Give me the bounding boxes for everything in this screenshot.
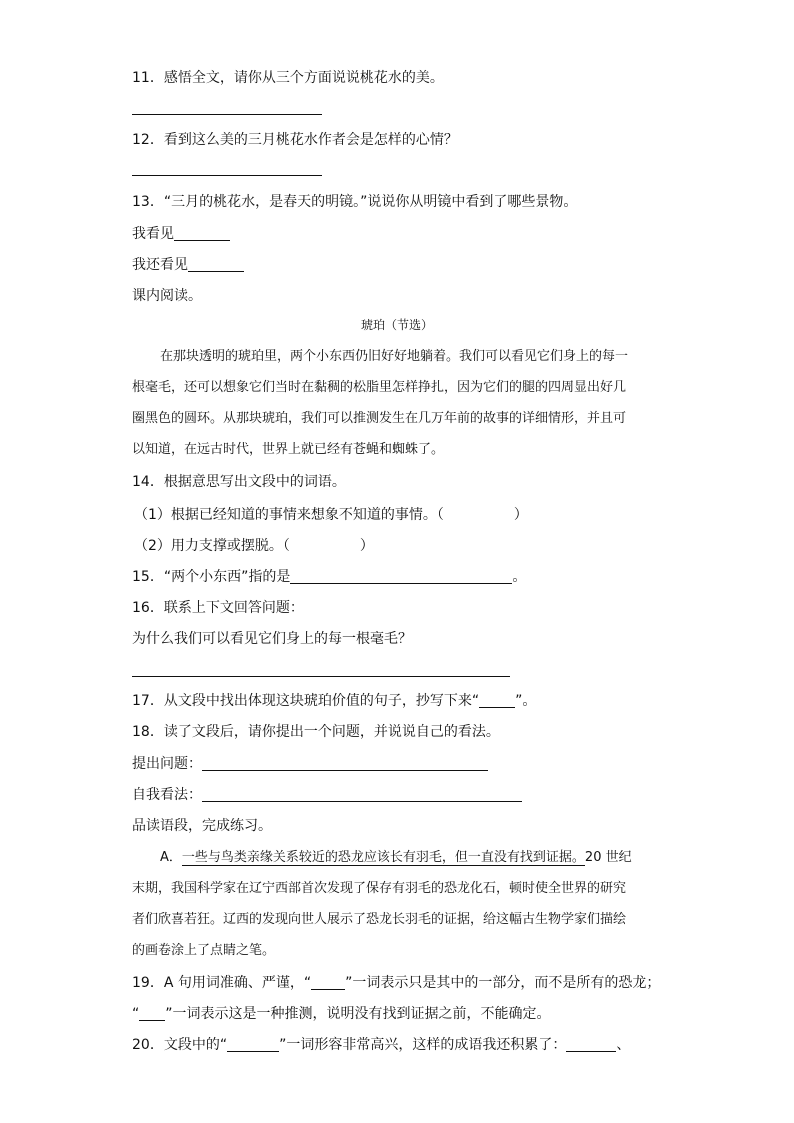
question-text: 联系上下文回答问题： [163,600,304,616]
question-number: 13． [132,194,164,210]
question-text: 根据意思写出文段中的词语。 [163,474,346,490]
answer-blank[interactable] [311,975,345,990]
question-17 [132,691,536,711]
answer-blank[interactable] [290,569,512,584]
answer-blank[interactable] [174,226,230,241]
q18-view [132,785,522,805]
punctuation: ”。 [515,693,537,709]
passage-title: 琥珀（节选） [360,318,433,332]
answer-blank[interactable] [188,257,244,272]
answer-line-11[interactable] [132,114,322,115]
prompt-label: 自我看法： [132,787,202,803]
punctuation: 、 [616,1037,631,1053]
question-12 [132,130,458,150]
section-heading-1: 课内阅读。 [132,288,202,304]
q14-sub-2 [134,536,374,556]
question-11 [132,68,444,88]
question-number: 18． [132,724,164,740]
section-heading-2: 品读语段，完成练习。 [132,818,272,834]
question-text: 感悟全文，请你从三个方面说说桃花水的美。 [163,70,444,86]
q19-line-2 [132,1004,551,1024]
answer-blank[interactable] [202,787,522,802]
question-number: 16． [132,600,164,616]
question-number: 11． [132,70,164,86]
question-number: 15． [132,569,164,585]
answer-blank[interactable] [202,756,488,771]
question-14 [132,472,346,492]
passage2-line-1 [160,849,632,867]
passage-text: 20 世纪 [584,850,632,865]
question-number: 14． [132,474,164,490]
q13-line-2 [132,255,244,275]
answer-blank[interactable] [479,693,515,708]
question-text: ”一词表示这是一种推测，说明没有找到证据之前，不能确定。 [165,1006,551,1022]
question-number: 19． [132,975,164,991]
prompt-label: 我看见 [132,226,174,242]
passage-line: 末期，我国科学家在辽宁西部首次发现了保存有羽毛的恐龙化石，顿时使全世界的研究 [132,881,627,896]
underlined-sentence: 一些与鸟类亲缘关系较近的恐龙应该长有羽毛，但一直没有找到证据。 [181,850,585,865]
question-text: 从文段中找出体现这块琥珀价值的句子，抄写下来“ [163,693,480,709]
q14-sub-1 [134,505,528,525]
prompt-label: 提出问题： [132,756,202,772]
passage-line: 以知道，在远古时代，世界上就已经有苍蝇和蜘蛛了。 [132,442,445,457]
passage-line: 根毫毛，还可以想象它们当时在黏稠的松脂里怎样挣扎，因为它们的腿的四周显出好几 [132,380,627,395]
question-19 [132,973,660,993]
quote-open: “ [132,1006,140,1022]
question-20 [132,1035,630,1055]
q13-line-1 [132,224,230,244]
answer-blank[interactable] [139,1006,165,1021]
passage-label: A． [160,850,182,865]
answer-line-12[interactable] [132,175,322,176]
passage-line: 在那块透明的琥珀里，两个小东西仍旧好好地躺着。我们可以看见它们身上的每一 [160,349,629,364]
question-text: 读了文段后，请你提出一个问题，并说说自己的看法。 [163,724,500,740]
passage-line: 者们欣喜若狂。辽西的发现向世人展示了恐龙长羽毛的证据，给这幅古生物学家们描绘 [132,912,627,927]
question-text: 文段中的“ [163,1037,228,1053]
sub-question-text: （1）根据已经知道的事情来想象不知道的事情。（ [134,507,444,523]
paren-close: ） [359,538,374,554]
sub-question-text: （2）用力支撑或摆脱。（ [134,538,290,554]
answer-line-16[interactable] [132,676,510,677]
question-text: ”一词形容非常高兴，这样的成语我还积累了： [279,1037,567,1053]
prompt-label: 我还看见 [132,257,188,273]
question-number: 17． [132,693,164,709]
question-15 [132,567,526,587]
question-text: “三月的桃花水，是春天的明镜。”说说你从明镜中看到了哪些景物。 [163,194,578,210]
question-text: A 句用词准确、严谨，“ [163,975,312,991]
punctuation: 。 [512,569,527,585]
paren-close: ） [513,507,528,523]
passage-line: 的画卷涂上了点睛之笔。 [132,943,276,958]
question-16 [132,598,304,618]
passage-line: 圈黑色的圆环。从那块琥珀，我们可以推测发生在几万年前的故事的详细情形，并且可 [132,411,627,426]
q18-ask [132,754,488,774]
answer-blank[interactable] [566,1037,616,1052]
question-number: 20． [132,1037,164,1053]
question-text: 看到这么美的三月桃花水作者会是怎样的心情？ [163,132,458,148]
q16-sub: 为什么我们可以看见它们身上的每一根毫毛？ [132,631,412,647]
answer-blank[interactable] [227,1037,279,1052]
question-18 [132,722,500,742]
question-13 [132,192,577,212]
question-number: 12． [132,132,164,148]
question-text: ”一词表示只是其中的一部分，而不是所有的恐龙； [345,975,661,991]
question-text: “两个小东西”指的是 [163,569,291,585]
